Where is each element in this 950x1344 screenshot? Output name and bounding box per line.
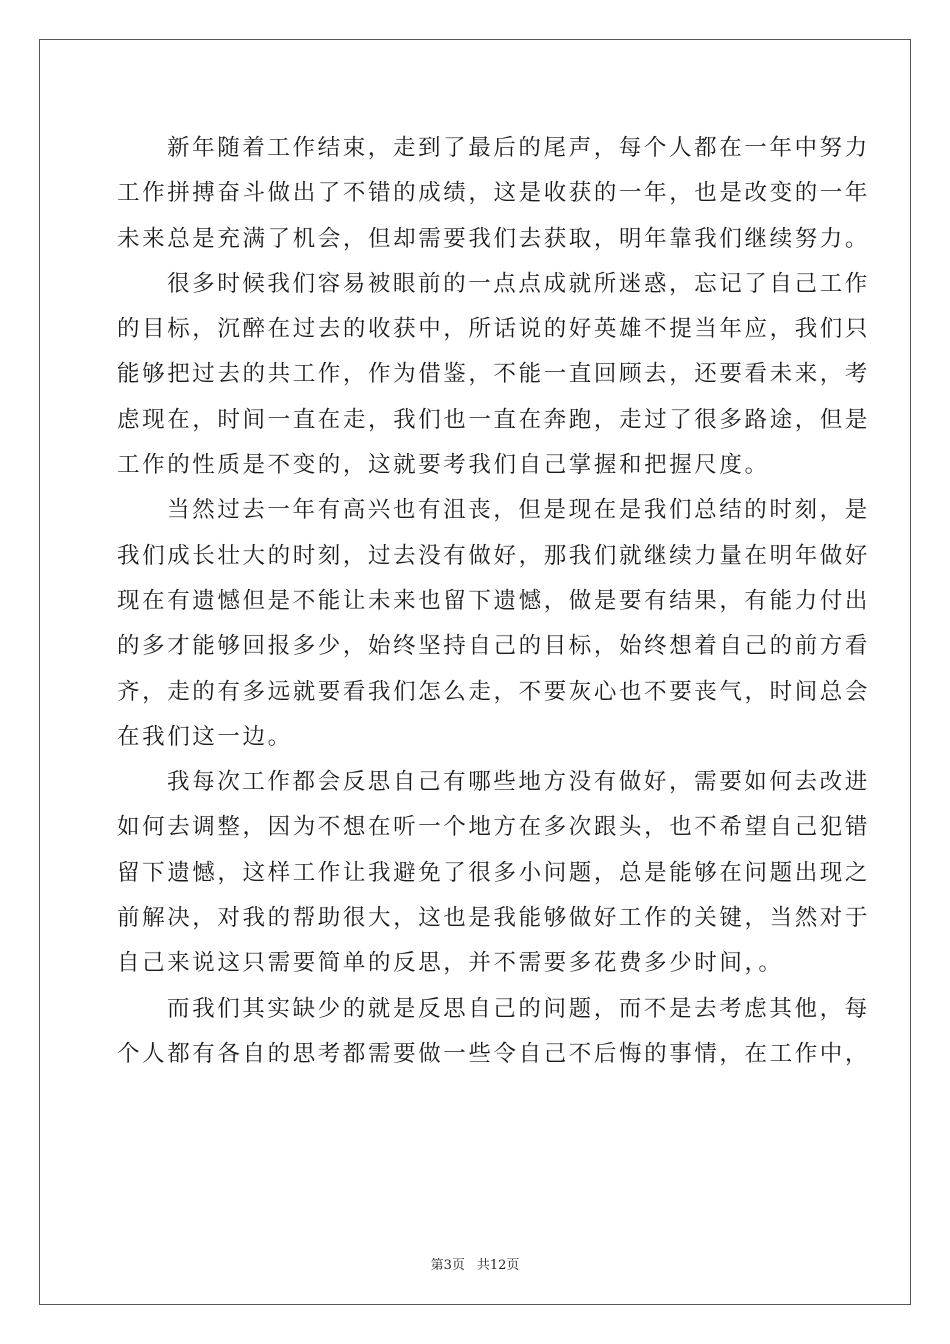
text-line: 虑现在，时间一直在走，我们也一直在奔跑，走过了很多路途，但是 [117, 406, 871, 433]
text-line: 的目标，沉醉在过去的收获中，所话说的好英雄不提当年应，我们只 [117, 316, 871, 343]
paragraph [117, 760, 871, 986]
text-line: 留下遗憾，这样工作让我避免了很多小问题，总是能够在问题出现之 [117, 859, 871, 886]
text-line: 很多时候我们容易被眼前的一点点成就所迷惑，忘记了自己工作 [167, 270, 870, 297]
text-line: 工作拼搏奋斗做出了不错的成绩，这是收获的一年，也是改变的一年 [117, 180, 871, 207]
text-line: 现在有遗憾但是不能让未来也留下遗憾，做是要有结果，有能力付出 [117, 587, 871, 614]
text-line: 自己来说这只需要简单的反思，并不需要多花费多少时间，。 [117, 950, 784, 977]
text-line: 我每次工作都会反思自己有哪些地方没有做好，需要如何去改进 [167, 769, 870, 796]
page-number: 第3页 [430, 1258, 465, 1273]
text-line: 工作的性质是不变的，这就要考我们自己掌握和把握尺度。 [117, 452, 770, 479]
paragraph [117, 987, 871, 1078]
text-line: 未来总是充满了机会，但却需要我们去获取，明年靠我们继续努力。 [117, 225, 871, 252]
text-line: 新年随着工作结束，走到了最后的尾声，每个人都在一年中努力 [167, 135, 870, 161]
text-line: 个人都有各自的思考都需要做一些令自己不后悔的事情，在工作中， [117, 1040, 871, 1067]
text-line: 在我们这一边。 [117, 723, 293, 750]
text-line: 的多才能够回报多少，始终坚持自己的目标，始终想着自己的前方看 [117, 633, 871, 660]
paragraph [117, 262, 871, 488]
document-body [117, 126, 871, 1077]
page-total: 共12页 [476, 1258, 520, 1273]
paragraph [117, 126, 871, 262]
text-line: 如何去调整，因为不想在听一个地方在多次跟头，也不希望自己犯错 [117, 814, 871, 841]
text-line: 齐，走的有多远就要看我们怎么走，不要灰心也不要丧气，时间总会 [117, 678, 871, 705]
text-line: 能够把过去的共工作，作为借鉴，不能一直回顾去，还要看未来，考 [117, 361, 871, 388]
text-line: 我们成长壮大的时刻，过去没有做好，那我们就继续力量在明年做好 [117, 542, 871, 569]
text-line: 而我们其实缺少的就是反思自己的问题，而不是去考虑其他，每 [167, 995, 870, 1022]
text-line: 前解决，对我的帮助很大，这也是我能够做好工作的关键，当然对于 [117, 905, 871, 932]
text-line: 当然过去一年有高兴也有沮丧，但是现在是我们总结的时刻，是 [167, 497, 870, 524]
page-footer [0, 1254, 950, 1273]
paragraph [117, 488, 871, 760]
